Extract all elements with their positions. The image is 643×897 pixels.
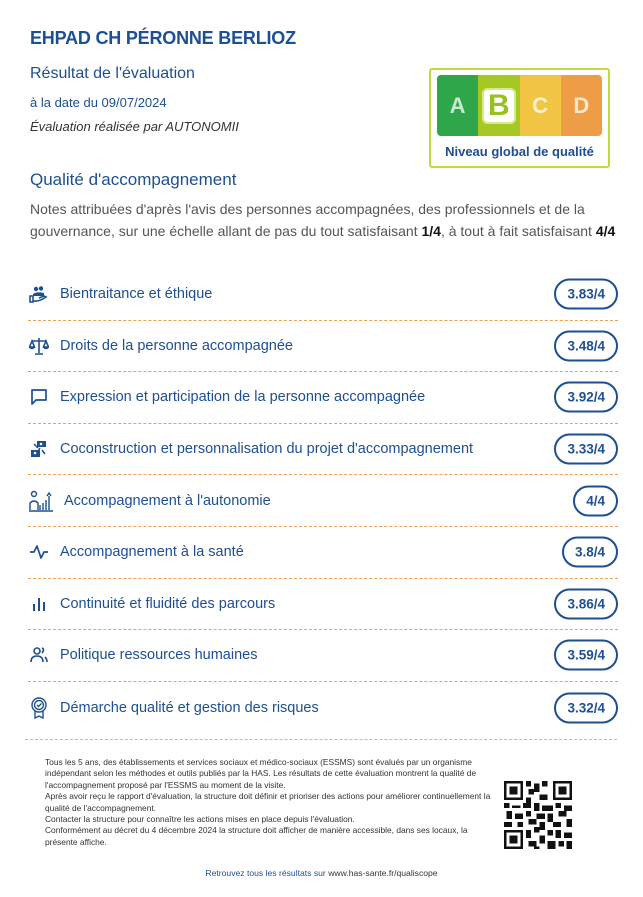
evaluation-date: à la date du 09/07/2024: [30, 95, 167, 110]
footer-paragraph: Après avoir reçu le rapport d'évaluation, la structure doit définir et prioriser des actions pour améliorer continuellement la qualité de l'accompagnement.: [45, 791, 491, 813]
criterion-row: [28, 269, 618, 321]
grade-letter-active: B: [482, 88, 516, 124]
criterion-label: Accompagnement à l'autonomie: [64, 492, 271, 509]
footer-link-prefix: Retrouvez tous les résultats sur: [205, 868, 329, 878]
grade-c: [520, 75, 561, 136]
grade-a: [437, 75, 478, 136]
bar-chart-icon: [28, 593, 50, 615]
criterion-score: 4/4: [573, 485, 618, 516]
desc-text: Notes attribuées d'après l'avis des personnes accompagnées, des professionnels et de la gouvernance, sur une échelle allant de pas du tout satisfaisant: [30, 201, 585, 239]
criterion-label: Accompagnement à la santé: [60, 544, 244, 561]
criterion-label: Politique ressources humaines: [60, 647, 258, 664]
criterion-label: Droits de la personne accompagnée: [60, 337, 293, 354]
quality-level-badge: [429, 68, 610, 168]
criterion-label: Expression et participation de la personne accompagnée: [60, 389, 426, 406]
criterion-label: Continuité et fluidité des parcours: [60, 595, 276, 612]
grade-letter: C: [532, 92, 549, 118]
speech-bubble-icon: [28, 386, 50, 408]
grade-d: [561, 75, 602, 136]
grade-letter: A: [449, 92, 466, 118]
criterion-row: [28, 630, 618, 682]
criterion-row: [28, 424, 618, 476]
criterion-score: 3.48/4: [554, 330, 618, 361]
quality-rosette-icon: [28, 697, 50, 719]
criterion-row: [28, 475, 618, 527]
footer-divider: [25, 739, 617, 740]
criterion-score: 3.92/4: [554, 382, 618, 413]
users-icon: [28, 644, 50, 666]
person-growth-chart-icon: [28, 490, 54, 512]
footer-paragraph: Tous les 5 ans, des établissements et services sociaux et médico-sociaux (ESSMS) sont évalués par un organisme indépendant selon les méthodes et outils publiés par la HAS. Les résultats de cette évaluation montrent la qualité de l'accompagnement proposé par l'ESSMS au moment de la visite.: [45, 757, 477, 790]
criterion-row: [28, 321, 618, 373]
evaluator: Évaluation réalisée par AUTONOMII: [30, 119, 239, 134]
criterion-row: [28, 372, 618, 424]
puzzle-hands-icon: [28, 438, 50, 460]
criteria-list: [28, 269, 618, 733]
footer-notice: [45, 757, 500, 848]
criterion-score: 3.59/4: [554, 640, 618, 671]
max-score: 4/4: [595, 223, 616, 239]
criterion-row: [28, 579, 618, 631]
qualiscope-link[interactable]: www.has-sante.fr/qualiscope: [328, 868, 438, 878]
criterion-score: 3.83/4: [554, 279, 618, 310]
criterion-label: Coconstruction et personnalisation du projet d'accompagnement: [60, 441, 474, 458]
badge-label: Niveau global de qualité: [445, 144, 594, 159]
footer-paragraph: Conformément au décret du 4 décembre 2024 la structure doit afficher de manière accessible, dans ses locaux, la présente affiche.: [45, 825, 468, 847]
grade-b: [478, 75, 519, 136]
min-score: 1/4: [421, 223, 441, 239]
criterion-score: 3.86/4: [554, 588, 618, 619]
criterion-score: 3.8/4: [562, 537, 618, 568]
desc-text: , à tout à fait satisfaisant: [440, 223, 596, 239]
helping-hand-icon: [28, 283, 50, 305]
criterion-score: 3.33/4: [554, 434, 618, 465]
evaluation-subtitle: Résultat de l'évaluation: [30, 65, 195, 82]
section-title: Qualité d'accompagnement: [30, 170, 237, 189]
criterion-row: [28, 682, 618, 734]
criterion-label: Bientraitance et éthique: [60, 286, 213, 303]
criterion-score: 3.32/4: [554, 692, 618, 723]
grade-scale: [437, 75, 602, 136]
scales-icon: [28, 335, 50, 357]
criterion-row: [28, 527, 618, 579]
footer-link-line: [0, 868, 643, 878]
pulse-icon: [28, 541, 50, 563]
section-description: [30, 198, 620, 242]
grade-letter: D: [573, 92, 590, 118]
footer-paragraph: Contacter la structure pour connaître les actions mises en place depuis l'évaluation.: [45, 814, 355, 825]
criterion-label: Démarche qualité et gestion des risques: [60, 699, 319, 716]
page-title: EHPAD CH PÉRONNE BERLIOZ: [30, 28, 296, 48]
qr-code-icon[interactable]: [504, 780, 572, 850]
